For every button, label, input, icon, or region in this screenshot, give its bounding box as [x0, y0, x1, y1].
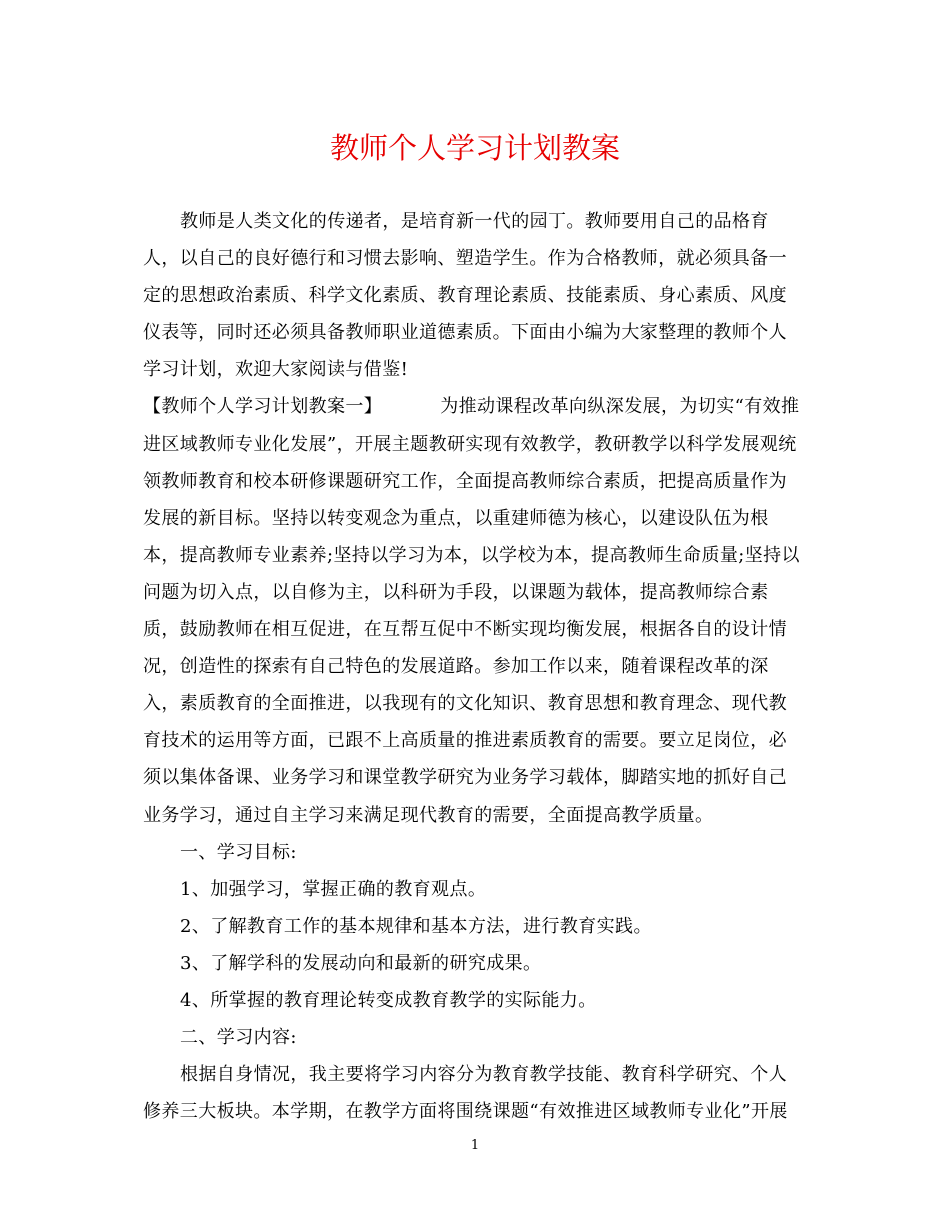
- goal-item: 3、了解学科的发展动向和最新的研究成果。: [180, 952, 542, 974]
- content-heading: 二、学习内容:: [180, 1027, 297, 1049]
- page-title: 教师个人学习计划教案: [329, 131, 620, 165]
- section-body: 为推动课程改革向纵深发展，为切实“有效推进区域教师专业化发展”，开展主题教研实现有效教学，教研教学以科学发展观统领教师教育和校本研修课题研究工作，全面提高教师综合素质，把提高质量作为发展的新目标。坚持以转变观念为重点，以重建师德为核心，以建设队伍为根本，提高教师专业素养;坚持以学习为本，以学校为本，提高教师生命质量;坚持以问题为切入点，以自修为主，以科研为手段，以课题为载体，提高教师综合素质，鼓励教师在相互促进，在互帮互促中不断实现均衡发展，根据各自的设计情况，创造性的探索有自己特色的发展道路。参加工作以来，随着课程改革的深入，素质教育的全面推进，以我现有的文化知识、教育思想和教育理念、现代教育技术的运用等方面，已跟不上高质量的推进素质教育的需要。要立足岗位，必须以集体备课、业务学习和课堂教学研究为业务学习载体，脚踏实地的抓好自己业务学习，通过自主学习来满足现代教育的需要，全面提高教学质量。: [143, 396, 800, 826]
- goal-item: 2、了解教育工作的基本规律和基本方法，进行教育实践。: [180, 915, 652, 937]
- section-one-paragraph: [143, 388, 801, 833]
- page-number: 1: [470, 1138, 480, 1153]
- goal-item: 4、所掌握的教育理论转变成教育教学的实际能力。: [180, 989, 597, 1011]
- content-paragraph: 根据自身情况，我主要将学习内容分为教育教学技能、教育科学研究、个人修养三大板块。本学期，在教学方面将围绕课题“有效推进区域教师专业化”开展: [143, 1064, 788, 1123]
- section-heading: 【教师个人学习计划教案一】: [143, 396, 383, 418]
- document-body: [143, 203, 801, 1130]
- goals-heading: 一、学习目标:: [180, 841, 297, 863]
- intro-paragraph: 教师是人类文化的传递者，是培育新一代的园丁。教师要用自己的品格育人，以自己的良好德行和习惯去影响、塑造学生。作为合格教师，就必须具备一定的思想政治素质、科学文化素质、教育理论素质、技能素质、身心素质、风度仪表等，同时还必须具备教师职业道德素质。下面由小编为大家整理的教师个人学习计划，欢迎大家阅读与借鉴!: [143, 211, 787, 381]
- goal-item: 1、加强学习，掌握正确的教育观点。: [180, 878, 487, 900]
